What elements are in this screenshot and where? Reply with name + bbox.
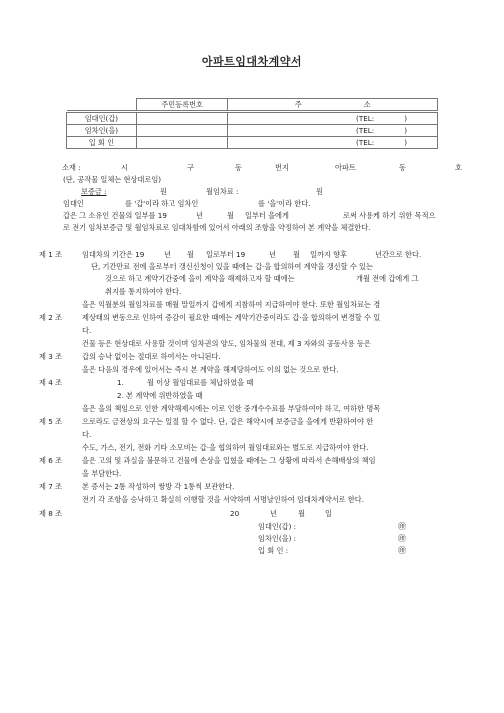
deposit-label: 보증금 : [81,187,107,196]
article-number: 제 4 조 [39,378,63,387]
date-y: 년 [270,509,277,518]
row-label-witness: 입 회 인 [67,137,137,149]
monthly-won: 원 [316,187,323,196]
parties-table [66,98,438,149]
row-resident-no [136,113,228,125]
tel-close: ) [404,114,407,123]
a1-l1-c: 월 [187,250,194,259]
tel-label: (TEL: [356,114,375,123]
row-address [228,113,438,125]
row-address [228,137,438,149]
article-number: 제 7 조 [39,482,63,491]
a2-l2: 제상태의 변동으로 인하여 증감이 필요한 때에는 계약기간중이라도 갑·을 합의하여 변경할 수 있 [82,313,381,322]
page-title: 아파트임대차계약서 [201,55,303,68]
row-resident-no [136,125,228,137]
intro-l1-a: 임대인 [63,199,84,208]
location-apt: 아파트 [335,163,356,172]
article-number: 제 6 조 [39,456,63,465]
table-header-row [67,99,438,111]
row-label-lessee: 임차인(을) [67,125,137,137]
a1-l1-e: 년 [269,250,276,259]
location-ho: 호 [455,163,462,172]
location-gu: 구 [187,163,194,172]
a4-l2-a: 1. [117,378,124,387]
header-address [228,99,438,111]
a1-l4: 취지를 통지하여야 한다. [105,287,182,296]
a4-l2-b: 월 이상 월임대료를 체납하였을 때 [147,378,254,387]
signature-label-witness: 입 회 인 : [258,546,289,555]
intro-l1-c: 를 '을'이라 한다. [258,199,311,208]
a1-l3-b: 개월 전에 갑에게 그 [356,274,419,283]
a6-l2: 을 부담한다. [82,469,122,478]
seal-icon: ㊞ [398,534,406,543]
date-year: 20 [230,509,240,518]
a1-l1-b: 년 [164,250,171,259]
row-address [228,125,438,137]
a7-l2: 전기 각 조항을 승낙하고 확실히 이행할 것을 서약하며 서명날인하여 임대차계약서로 한다. [82,495,365,504]
signature-label-lessor: 임대인(갑) : [258,522,297,531]
a6-l1: 을은 고의 및 과실을 불문하고 건물에 손상을 입혔을 때에는 그 상황에 따라서 손해배상의 책임 [82,456,376,465]
a1-l2: 단, 기간만료 전에 을로부터 갱신신청이 있을 때에는 갑·을 합의하여 계약을 갱신할 수 있는 [91,262,373,271]
table-row [67,113,438,125]
deposit-won: 원 [160,187,167,196]
a1-l1-f: 월 [293,250,300,259]
a1-l1-h: 년간으로 한다. [375,250,422,259]
a1-l3-a: 것으로 하고 계약기간중에 을이 계약을 해제하고자 할 때에는 [105,274,295,283]
monthly-label: 월임차료 : [206,187,239,196]
a2-l1: 을은 익월분의 월임차료를 매월 말일까지 갑에게 지참하여 지급하여야 한다. 또한 월임차료는 경 [82,300,381,309]
date-d: 일 [325,509,332,518]
location-si: 시 [121,163,128,172]
intro-l2-b: 년 [196,211,203,220]
location-dong2: 동 [399,163,406,172]
a4-l1: 을은 다음의 경우에 있어서는 즉시 본 계약을 해제당하여도 이의 없는 것으로 한다. [82,365,339,374]
a5-l1: 을은 을의 책임으로 인한 계약해제시에는 이로 인한 중개수수료를 부담하여야 하고, 여하한 명목 [82,404,381,413]
tel-label: (TEL: [356,126,375,135]
a2-l3: 다. [82,326,92,335]
date-m: 월 [298,509,305,518]
signature-label-lessee: 임차인(을) : [258,534,297,543]
a5-l4: 수도, 가스, 전기, 전화 기타 소모비는 갑·을 협의하여 월임대료와는 별도로 지급하여야 한다. [82,443,369,452]
table-corner-cell [67,99,137,111]
intro-l2-d: 일부터 을에게 [245,211,289,220]
intro-l2-a: 갑은 그 소유인 건물의 일부를 19 [63,211,167,220]
table-row [67,125,438,137]
a3-l2: 갑의 승낙 없이는 절대로 하여서는 아니된다. [82,352,221,361]
row-resident-no [136,137,228,149]
a7-l1: 본 증서는 2통 작성하여 쌍방 각 1통씩 보관한다. [82,482,235,491]
article-number: 제 3 조 [39,352,63,361]
a1-l1-g: 일까지 향후 [310,250,348,259]
article-number: 제 5 조 [39,417,63,426]
a1-l1-d: 일로부터 19 [206,250,246,259]
article-number: 제 8 조 [39,509,63,518]
a5-l2: 으로라도 금전상의 요구는 일절 할 수 없다. 단, 갑은 해약시에 보증금을 을에게 반환하여야 한 [82,417,374,426]
a5-l3: 다. [82,430,92,439]
a3-l1: 건물 등은 현상대로 사용할 것이며 임차권의 양도, 임차물의 전대, 제 3 자와의 공동사용 등은 [82,339,371,348]
article-number: 제 2 조 [39,313,63,322]
intro-l2-c: 월 [227,211,234,220]
tel-close: ) [404,138,407,147]
header-resident-no: 주민등록번호 [136,99,228,111]
tel-label: (TEL: [356,138,375,147]
header-address-so: 소 [363,99,371,109]
a4-l3: 2. 본 계약에 위반하였을 때 [117,391,203,400]
intro-l2-e: 로써 사용케 하기 위한 목적으 [343,211,436,220]
location-dong: 동 [235,163,242,172]
seal-icon: ㊞ [398,546,406,555]
intro-l1-b: 를 '갑'이라 하고 임차인 [125,199,199,208]
table-row [67,137,438,149]
location-label: 소재 : [62,163,81,172]
seal-icon: ㊞ [398,522,406,531]
note-text: (단, 공작물 일체는 현상대로임) [63,175,162,184]
a1-l1-a: 임대차의 기간은 19 [82,250,145,259]
row-label-lessor: 임대인(갑) [67,113,137,125]
title-underline [206,66,298,67]
article-number: 제 1 조 [39,250,63,259]
location-bunji: 번지 [275,163,289,172]
header-address-ju: 주 [294,99,302,109]
tel-close: ) [404,126,407,135]
intro-l3: 로 전기 임차보증금 및 월임차료로 임대차함에 있어서 아래의 조항을 약정하여 본 계약을 체결한다. [63,223,371,232]
